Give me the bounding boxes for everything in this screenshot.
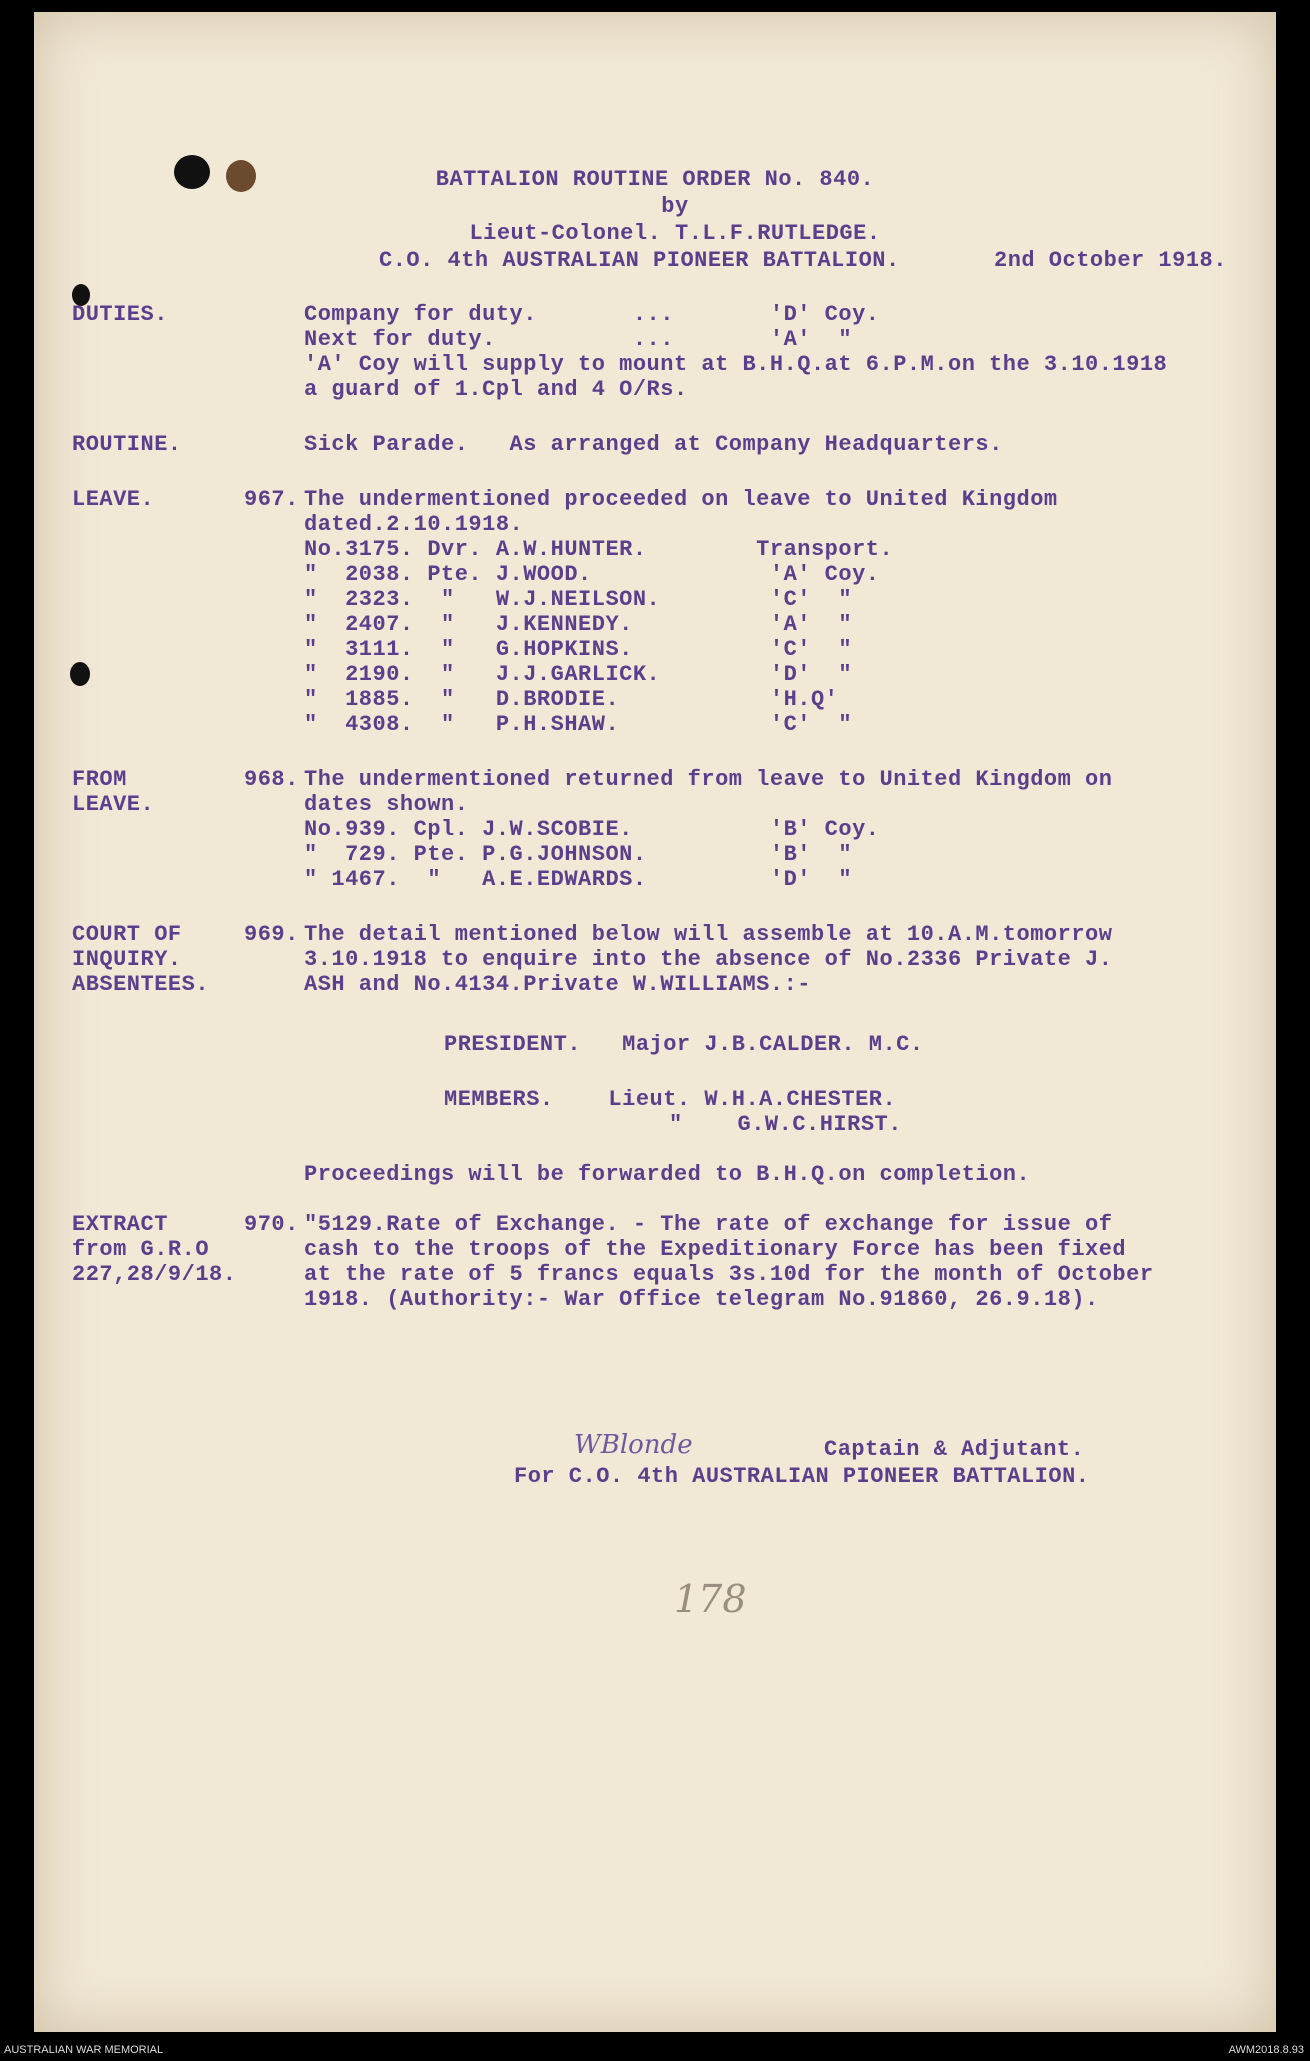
court-number: 969. xyxy=(244,922,299,947)
from-leave-row: No.939. Cpl. J.W.SCOBIE. 'B' Coy. xyxy=(304,817,880,842)
footer-right: AWM2018.8.93 xyxy=(1228,2044,1304,2056)
from-leave-line-1: The undermentioned returned from leave to United Kingdom on xyxy=(304,767,1113,792)
extract-label-1: EXTRACT xyxy=(72,1212,168,1237)
routine-text: Sick Parade. As arranged at Company Headquarters. xyxy=(304,432,1003,457)
footer-left: AUSTRALIAN WAR MEMORIAL xyxy=(4,2044,164,2056)
from-leave-number: 968. xyxy=(244,767,299,792)
duties-line-1: Company for duty. ... 'D' Coy. xyxy=(304,302,880,327)
leave-row: " 2190. " J.J.GARLICK. 'D' " xyxy=(304,662,853,687)
court-line-3: ASH and No.4134.Private W.WILLIAMS.:- xyxy=(304,972,811,997)
duties-label: DUTIES. xyxy=(72,302,168,327)
extract-number: 970. xyxy=(244,1212,299,1237)
leave-label: LEAVE. xyxy=(72,487,155,512)
duties-line-3: 'A' Coy will supply to mount at B.H.Q.at 6.P.M.on the 3.10.1918 xyxy=(304,352,1168,377)
extract-line-1: "5129.Rate of Exchange. - The rate of exchange for issue of xyxy=(304,1212,1113,1237)
punch-hole-left-2 xyxy=(70,662,90,686)
order-officer: Lieut-Colonel. T.L.F.RUTLEDGE. xyxy=(469,221,881,246)
court-line-1: The detail mentioned below will assemble at 10.A.M.tomorrow xyxy=(304,922,1113,947)
court-label-3: ABSENTEES. xyxy=(72,972,210,997)
court-members-1: MEMBERS. Lieut. W.H.A.CHESTER. xyxy=(444,1087,897,1112)
extract-label-2: from G.R.O xyxy=(72,1237,210,1262)
court-members-2: " G.W.C.HIRST. xyxy=(669,1112,902,1137)
court-label-1: COURT OF xyxy=(72,922,182,947)
extract-label-3: 227,28/9/18. xyxy=(72,1262,237,1287)
court-president: PRESIDENT. Major J.B.CALDER. M.C. xyxy=(444,1032,924,1057)
document-page xyxy=(34,12,1276,2032)
leave-number: 967. xyxy=(244,487,299,512)
adjutant-signature: WBlonde xyxy=(574,1430,693,1460)
court-proceedings: Proceedings will be forwarded to B.H.Q.on completion. xyxy=(304,1162,1031,1187)
from-leave-row: " 1467. " A.E.EDWARDS. 'D' " xyxy=(304,867,853,892)
order-date: 2nd October 1918. xyxy=(994,248,1227,273)
leave-row: " 2407. " J.KENNEDY. 'A' " xyxy=(304,612,853,637)
duties-line-4: a guard of 1.Cpl and 4 O/Rs. xyxy=(304,377,688,402)
leave-line-2: dated.2.10.1918. xyxy=(304,512,524,537)
leave-row: " 1885. " D.BRODIE. 'H.Q' xyxy=(304,687,839,712)
extract-line-4: 1918. (Authority:- War Office telegram No.91860, 26.9.18). xyxy=(304,1287,1099,1312)
leave-line-1: The undermentioned proceeded on leave to United Kingdom xyxy=(304,487,1058,512)
from-leave-label-2: LEAVE. xyxy=(72,792,155,817)
leave-row: " 3111. " G.HOPKINS. 'C' " xyxy=(304,637,853,662)
order-by: by xyxy=(661,194,689,219)
signature-for-line: For C.O. 4th AUSTRALIAN PIONEER BATTALION. xyxy=(514,1464,1090,1489)
leave-row: " 2038. Pte. J.WOOD. 'A' Coy. xyxy=(304,562,880,587)
signature-role: Captain & Adjutant. xyxy=(824,1437,1085,1462)
extract-line-3: at the rate of 5 francs equals 3s.10d for the month of October xyxy=(304,1262,1154,1287)
order-unit: C.O. 4th AUSTRALIAN PIONEER BATTALION. xyxy=(379,248,900,273)
routine-label: ROUTINE. xyxy=(72,432,182,457)
leave-row: No.3175. Dvr. A.W.HUNTER. Transport. xyxy=(304,537,894,562)
leave-row: " 4308. " P.H.SHAW. 'C' " xyxy=(304,712,853,737)
from-leave-label-1: FROM xyxy=(72,767,127,792)
leave-row: " 2323. " W.J.NEILSON. 'C' " xyxy=(304,587,853,612)
duties-line-2: Next for duty. ... 'A' " xyxy=(304,327,853,352)
extract-line-2: cash to the troops of the Expeditionary Force has been fixed xyxy=(304,1237,1127,1262)
court-line-2: 3.10.1918 to enquire into the absence of No.2336 Private J. xyxy=(304,947,1113,972)
pencil-annotation: 178 xyxy=(674,1577,747,1621)
order-title: BATTALION ROUTINE ORDER No. 840. xyxy=(435,167,875,192)
court-label-2: INQUIRY. xyxy=(72,947,182,972)
from-leave-row: " 729. Pte. P.G.JOHNSON. 'B' " xyxy=(304,842,853,867)
from-leave-line-2: dates shown. xyxy=(304,792,469,817)
